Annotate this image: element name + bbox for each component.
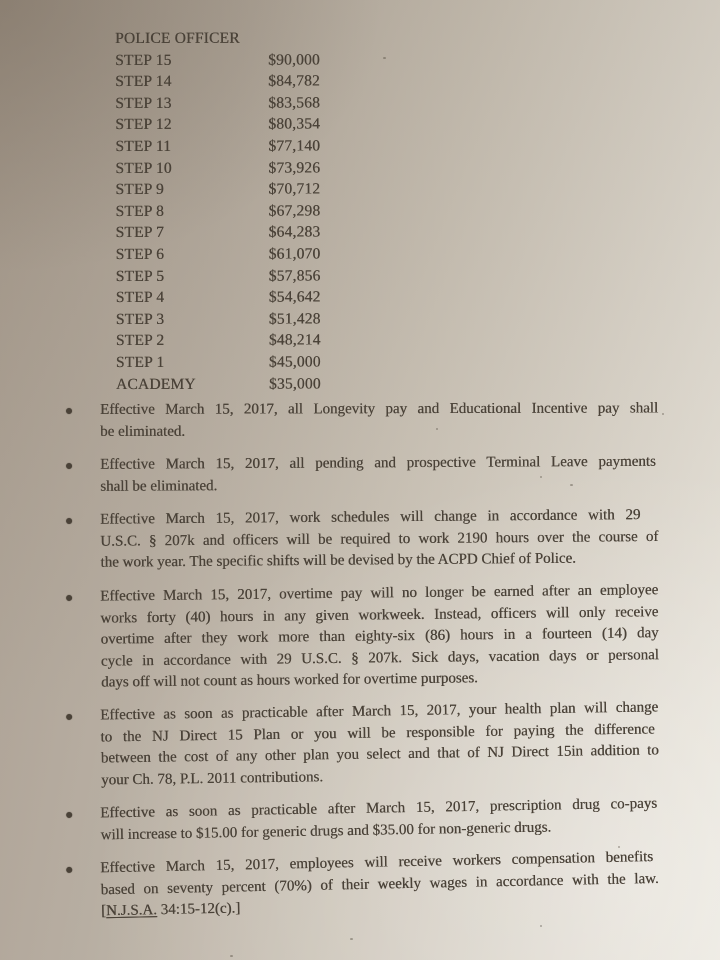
bullet-icon <box>66 594 72 600</box>
bullet-icon <box>66 408 72 414</box>
bullet-text <box>100 452 658 498</box>
dust-speck <box>350 938 353 940</box>
bullet-line: Effective March 15, 2017, employees will receive workers compensation benefits <box>100 849 654 877</box>
dust-speck <box>540 476 542 478</box>
bullet-icon <box>66 867 72 873</box>
dust-speck <box>648 408 650 410</box>
dust-speck <box>570 484 573 486</box>
step-label: STEP 3 <box>115 310 165 328</box>
table-row <box>116 222 436 244</box>
step-label: STEP 1 <box>115 353 165 371</box>
step-amount: $35,000 <box>268 374 321 393</box>
bullet-line: your Ch. 78, P.L. 2011 contributions. <box>100 768 324 788</box>
underlined-citation: N.J.S.A. <box>105 902 158 920</box>
bullet-text <box>100 847 659 923</box>
step-amount: $64,283 <box>268 223 321 241</box>
table-row <box>115 114 435 136</box>
bullet-line: the work year. The specific shifts will be devised by the ACPD Chief of Police. <box>100 550 576 571</box>
step-amount: $84,782 <box>268 72 320 90</box>
step-label: STEP 14 <box>115 73 172 91</box>
bullet-text <box>100 794 659 847</box>
bullet-text <box>100 398 658 442</box>
table-row <box>115 200 435 222</box>
bullet-line: works forty (40) hours in any given workweek. Instead, officers will only receive <box>100 603 659 626</box>
dust-speck <box>618 846 620 848</box>
step-amount: $70,712 <box>268 180 321 198</box>
bullet-text <box>100 697 659 791</box>
dust-speck <box>540 925 542 927</box>
bullet-icon <box>66 714 72 720</box>
step-label: STEP 5 <box>115 267 165 285</box>
bullet-line: Effective March 15, 2017, overtime pay will no longer be earned after an employee <box>100 581 659 605</box>
bullet-line: Effective March 15, 2017, work schedules will change in accordance with 29 <box>100 507 641 528</box>
dust-speck <box>230 955 233 957</box>
bullet-line: overtime after they work more than eighty-six (86) hours in a fourteen (14) day <box>100 624 659 648</box>
dust-speck <box>662 413 664 415</box>
table-row <box>116 243 436 265</box>
step-amount: $54,642 <box>268 288 321 306</box>
bullet-line: U.S.C. § 207k and officers will be required to work 2190 hours over the course of <box>100 528 659 550</box>
bullet-line: shall be eliminated. <box>100 477 218 495</box>
bullet-item <box>66 847 667 924</box>
bullet-item <box>66 580 667 694</box>
step-label: STEP 7 <box>115 224 164 242</box>
step-label: STEP 6 <box>115 245 165 263</box>
bullet-line: to the NJ Direct 15 Plan or you will be responsible for paying the difference <box>100 720 655 746</box>
dust-speck <box>436 428 438 430</box>
step-label: STEP 2 <box>115 332 165 350</box>
table-row <box>115 49 435 71</box>
bullet-item <box>66 697 667 792</box>
table-row <box>116 373 436 395</box>
step-label: STEP 10 <box>115 159 172 177</box>
step-amount: $51,428 <box>268 310 321 328</box>
table-row <box>116 265 436 287</box>
citation-text: [ <box>100 903 107 920</box>
bullet-item <box>66 452 666 498</box>
step-amount: $77,140 <box>268 137 321 155</box>
bullet-icon <box>66 518 72 524</box>
bullet-line: based on seventy percent (70%) of their weekly wages in accordance with the law. <box>100 870 659 898</box>
step-label: STEP 15 <box>115 51 172 69</box>
step-label: STEP 11 <box>115 137 172 155</box>
step-amount: $45,000 <box>268 353 321 371</box>
table-row <box>116 286 436 308</box>
bullet-text <box>100 505 659 574</box>
dust-speck <box>383 57 386 59</box>
bullet-line: Effective March 15, 2017, all pending and prospective Terminal Leave payments <box>100 453 656 473</box>
step-label: ACADEMY <box>115 375 196 393</box>
bullet-list <box>66 400 666 936</box>
step-amount: $48,214 <box>268 331 321 349</box>
bullet-icon <box>66 463 72 469</box>
step-amount: $80,354 <box>268 115 321 133</box>
bullet-line: between the cost of any other plan you select and that of NJ Direct 15in addition to <box>100 742 659 767</box>
table-row <box>115 135 435 157</box>
bullet-line: Effective as soon as practicable after March 15, 2017, prescription drug co-pays <box>100 795 658 822</box>
citation-text: 34:15-12(c).] <box>156 900 241 919</box>
bullet-text <box>100 580 659 694</box>
salary-table-rows <box>115 49 436 395</box>
table-row <box>115 157 435 179</box>
table-row <box>116 329 436 351</box>
step-amount: $57,856 <box>268 266 321 285</box>
table-row <box>115 92 435 114</box>
table-row <box>115 178 435 200</box>
step-amount: $61,070 <box>268 245 321 263</box>
bullet-line: days off will not count as hours worked for overtime purposes. <box>101 669 478 691</box>
step-label: STEP 12 <box>115 116 172 134</box>
bullet-line: Effective March 15, 2017, all Longevity pay and Educational Incentive pay shall <box>100 400 659 418</box>
step-label: STEP 8 <box>115 202 164 220</box>
step-amount: $83,568 <box>268 94 320 112</box>
dust-speck <box>458 884 460 886</box>
step-label: STEP 9 <box>115 181 164 199</box>
bullet-line: will increase to $15.00 for generic drugs and $35.00 for non-generic drugs. <box>100 819 552 843</box>
step-label: STEP 13 <box>115 94 172 112</box>
bullet-item <box>66 794 667 847</box>
step-label: STEP 4 <box>115 288 165 307</box>
bullet-line: Effective as soon as practicable after March 15, 2017, your health plan will change <box>100 699 659 724</box>
step-amount: $67,298 <box>268 202 321 220</box>
table-row <box>115 70 435 92</box>
salary-table <box>115 27 436 395</box>
bullet-line: cycle in accordance with 29 U.S.C. § 207k. Sick days, vacation days or personal <box>100 646 659 669</box>
bullet-line: be eliminated. <box>100 423 186 440</box>
step-amount: $73,926 <box>268 159 321 177</box>
table-row <box>116 351 436 373</box>
salary-table-title: POLICE OFFICER <box>115 29 240 47</box>
bullet-item <box>66 505 667 575</box>
bullet-item <box>66 398 666 443</box>
bullet-icon <box>66 812 72 818</box>
step-amount: $90,000 <box>268 51 320 69</box>
table-row <box>116 308 436 330</box>
